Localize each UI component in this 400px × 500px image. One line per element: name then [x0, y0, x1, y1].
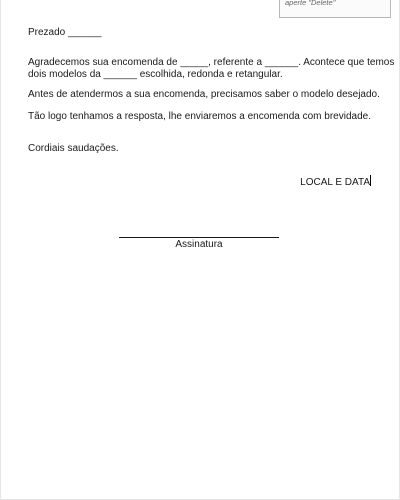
place-date-text: LOCAL E DATA: [300, 177, 370, 188]
paragraph-model-request[interactable]: Antes de atendermos a sua encomenda, precisamos saber o modelo desejado.: [28, 89, 380, 100]
place-and-date[interactable]: [300, 175, 371, 189]
instruction-note: [279, 0, 391, 18]
signature-line: [119, 237, 279, 238]
closing-greeting[interactable]: Cordiais saudações.: [28, 143, 119, 154]
paragraph-response[interactable]: Tão logo tenhamos a resposta, lhe enviaremos a encomenda com brevidade.: [28, 111, 371, 122]
text-cursor: [370, 175, 371, 186]
page-edge: [0, 0, 1, 500]
salutation[interactable]: Prezado ______: [28, 27, 102, 38]
paragraph-line: Agradecemos sua encomenda de _____, referente a ______. Acontece que temos: [28, 57, 395, 68]
paragraph-order-details[interactable]: [28, 57, 395, 81]
note-line-2: aperte "Delete": [285, 0, 336, 7]
paragraph-line: dois modelos da ______ escolhida, redonda e retangular.: [28, 69, 283, 80]
signature-label[interactable]: Assinatura: [175, 239, 223, 250]
